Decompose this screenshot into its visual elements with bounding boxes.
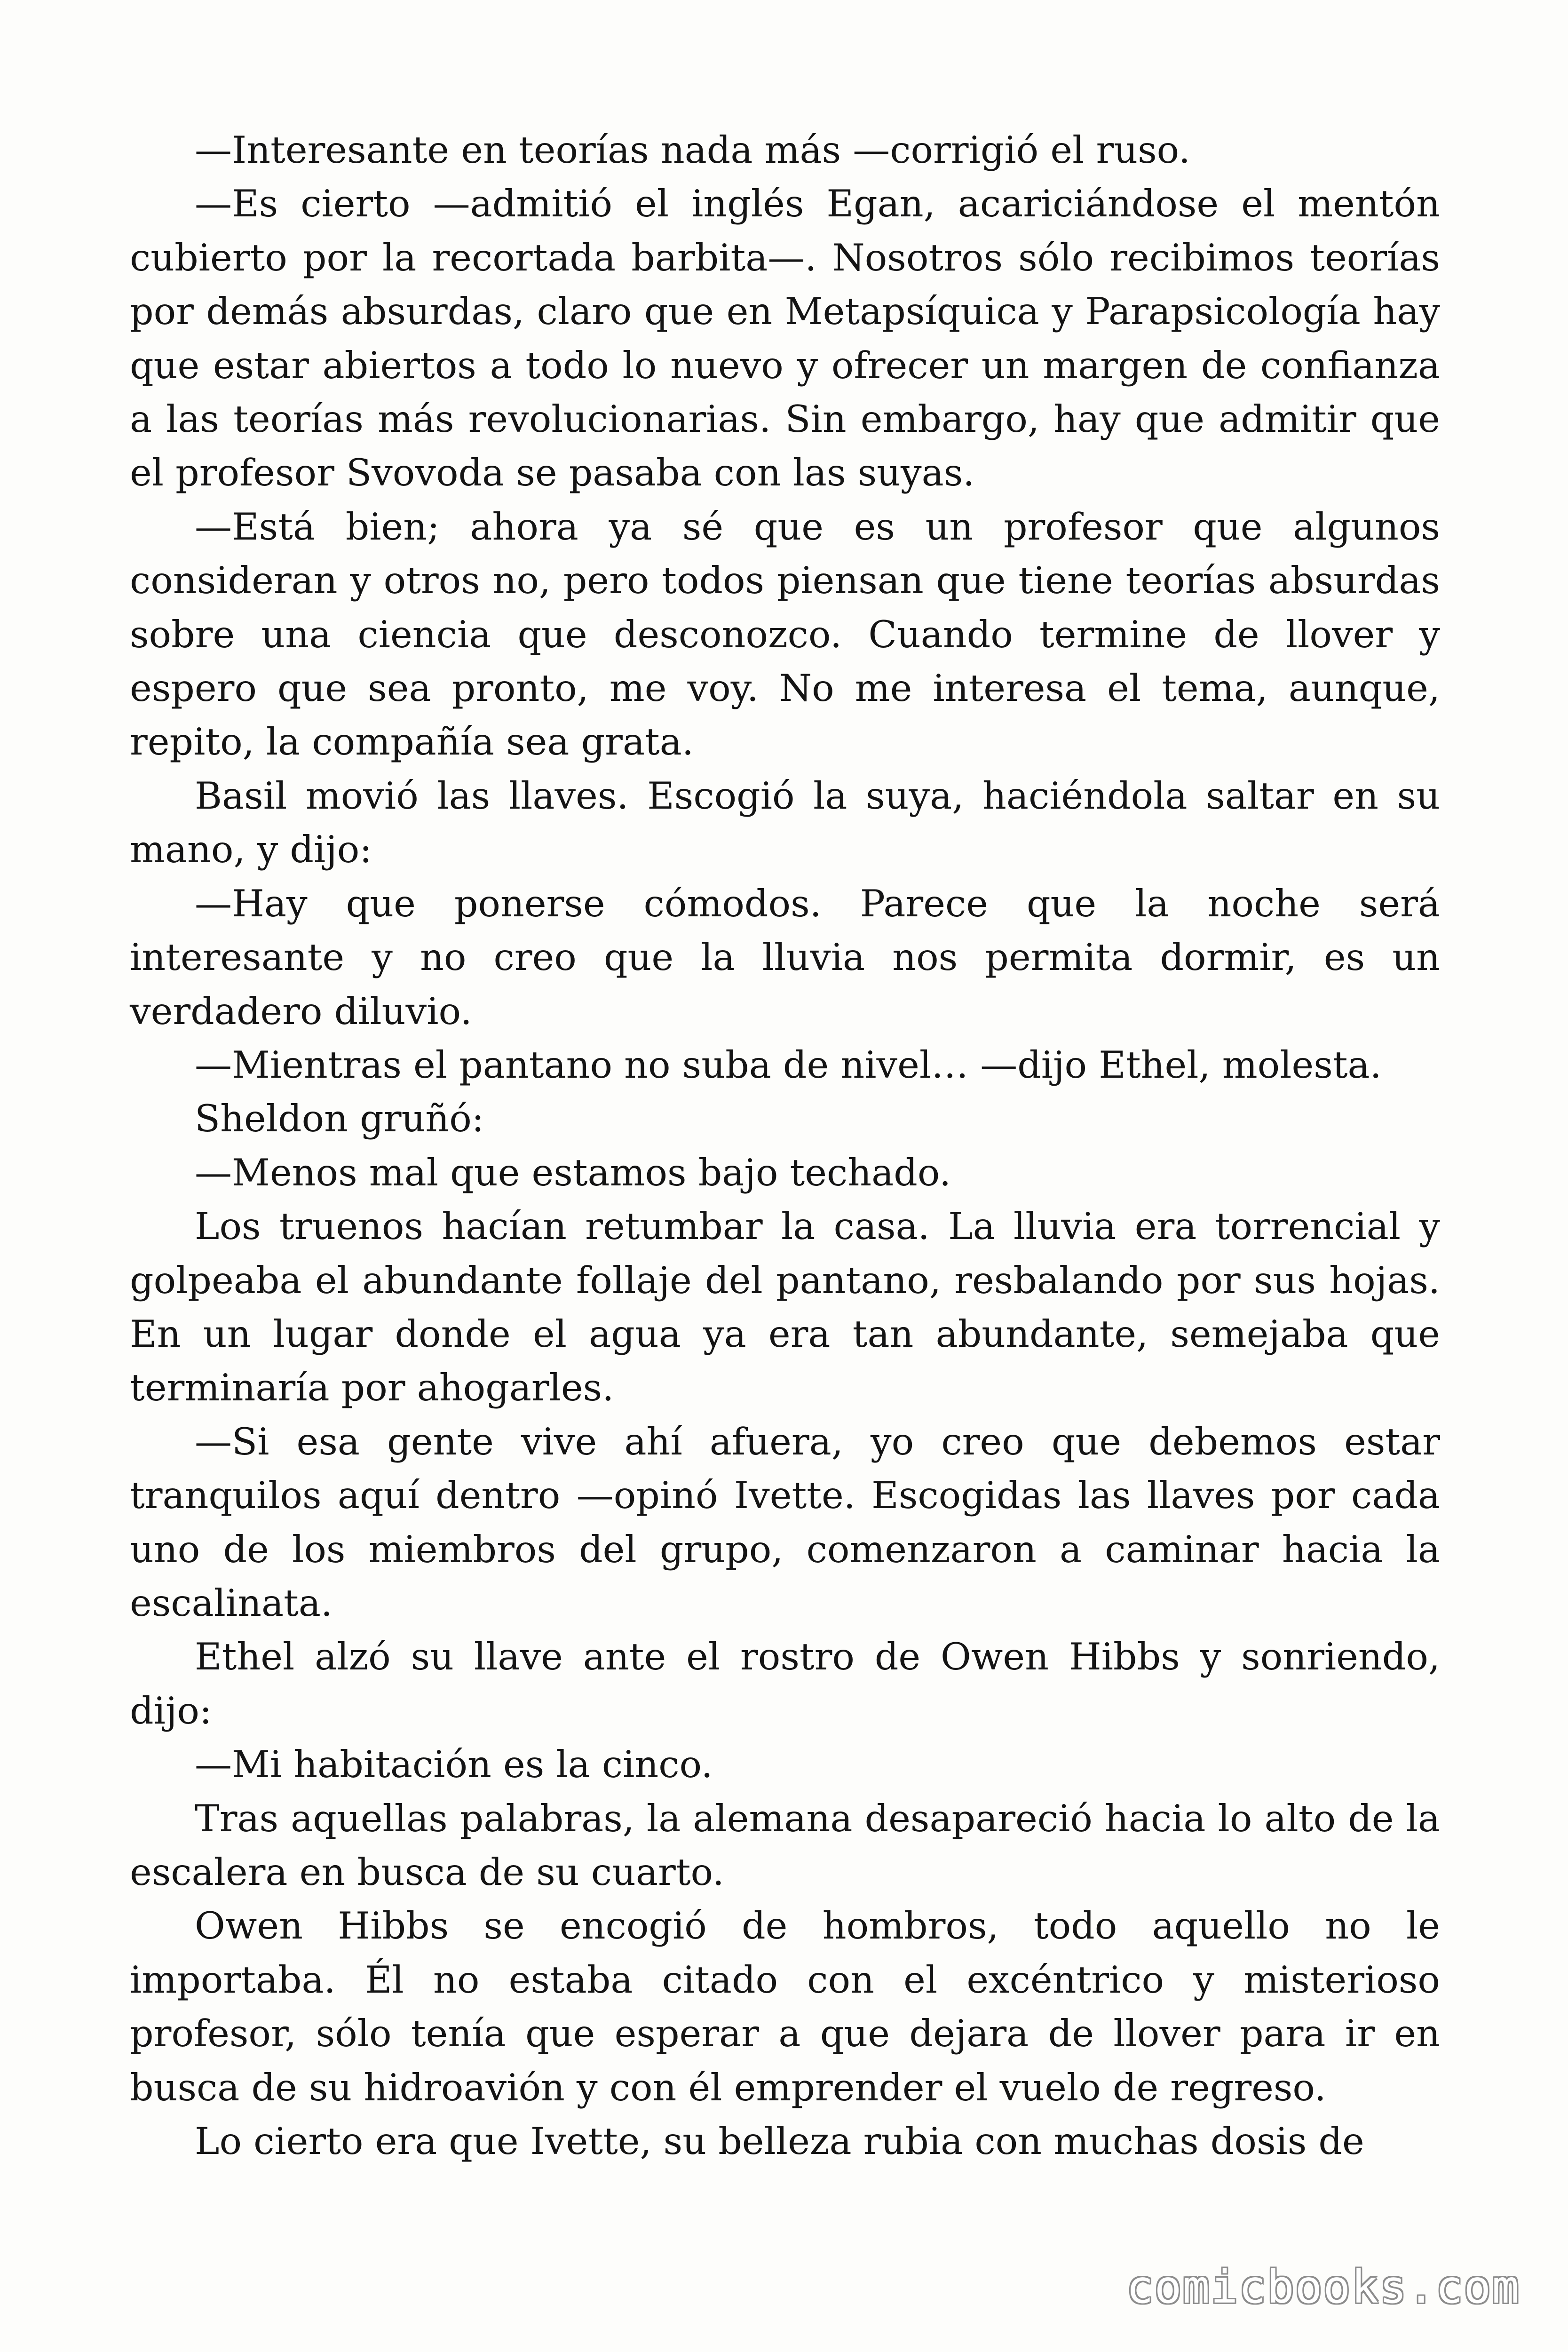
- paragraph: Ethel alzó su llave ante el rostro de Owen Hibbs y sonriendo, dijo:: [130, 1635, 1440, 1732]
- paragraph: Owen Hibbs se encogió de hombros, todo aquello no le importaba. Él no estaba citado con el excéntrico y misterioso profesor, sólo tenía que esperar a que dejara de llover para ir en busca de su hidroavión y con él emprender el vuelo de regreso.: [130, 1904, 1440, 2109]
- paragraph: —Menos mal que estamos bajo techado.: [195, 1151, 951, 1194]
- paragraph: —Está bien; ahora ya sé que es un profesor que algunos consideran y otros no, pero todos piensan que tiene teorías absurdas sobre una ciencia que desconozco. Cuando termine de llover y espero que sea pronto, me voy. No me interesa el tema, aunque, repito, la compañía sea grata.: [130, 505, 1440, 764]
- paragraph: —Mientras el pantano no suba de nivel… —dijo Ethel, molesta.: [195, 1043, 1382, 1087]
- paragraph: —Mi habitación es la cinco.: [195, 1743, 713, 1787]
- paragraph: Los truenos hacían retumbar la casa. La lluvia era torrencial y golpeaba el abundante follaje del pantano, resbalando por sus hojas. En un lugar donde el agua ya era tan abundante, semejaba que terminaría por ahogarles.: [130, 1205, 1440, 1410]
- paragraph: —Hay que ponerse cómodos. Parece que la noche será interesante y no creo que la lluvia nos permita dormir, es un verdadero diluvio.: [130, 882, 1440, 1033]
- watermark: comicbooks.com: [1126, 2261, 1520, 2313]
- paragraph: —Si esa gente vive ahí afuera, yo creo que debemos estar tranquilos aquí dentro —opinó Ivette. Escogidas las llaves por cada uno de los miembros del grupo, comenzaron a caminar hacia la escalinata.: [130, 1420, 1440, 1625]
- paragraph: —Interesante en teorías nada más —corrigió el ruso.: [195, 128, 1190, 172]
- paragraph: Basil movió las llaves. Escogió la suya, haciéndola saltar en su mano, y dijo:: [130, 774, 1440, 872]
- paragraph: Lo cierto era que Ivette, su belleza rubia con muchas dosis de: [195, 2120, 1364, 2163]
- page-body: [130, 123, 1440, 2168]
- paragraph: Tras aquellas palabras, la alemana desapareció hacia lo alto de la escalera en busca de su cuarto.: [130, 1796, 1440, 1894]
- paragraph: —Es cierto —admitió el inglés Egan, acariciándose el mentón cubierto por la recortada barbita—. Nosotros sólo recibimos teorías por demás absurdas, claro que en Metapsíquica y Parapsicología hay que estar abiertos a todo lo nuevo y ofrecer un margen de confianza a las teorías más revolucionarias. Sin embargo, hay que admitir que el profesor Svovoda se pasaba con las suyas.: [130, 182, 1440, 495]
- paragraph: Sheldon gruñó:: [195, 1097, 484, 1141]
